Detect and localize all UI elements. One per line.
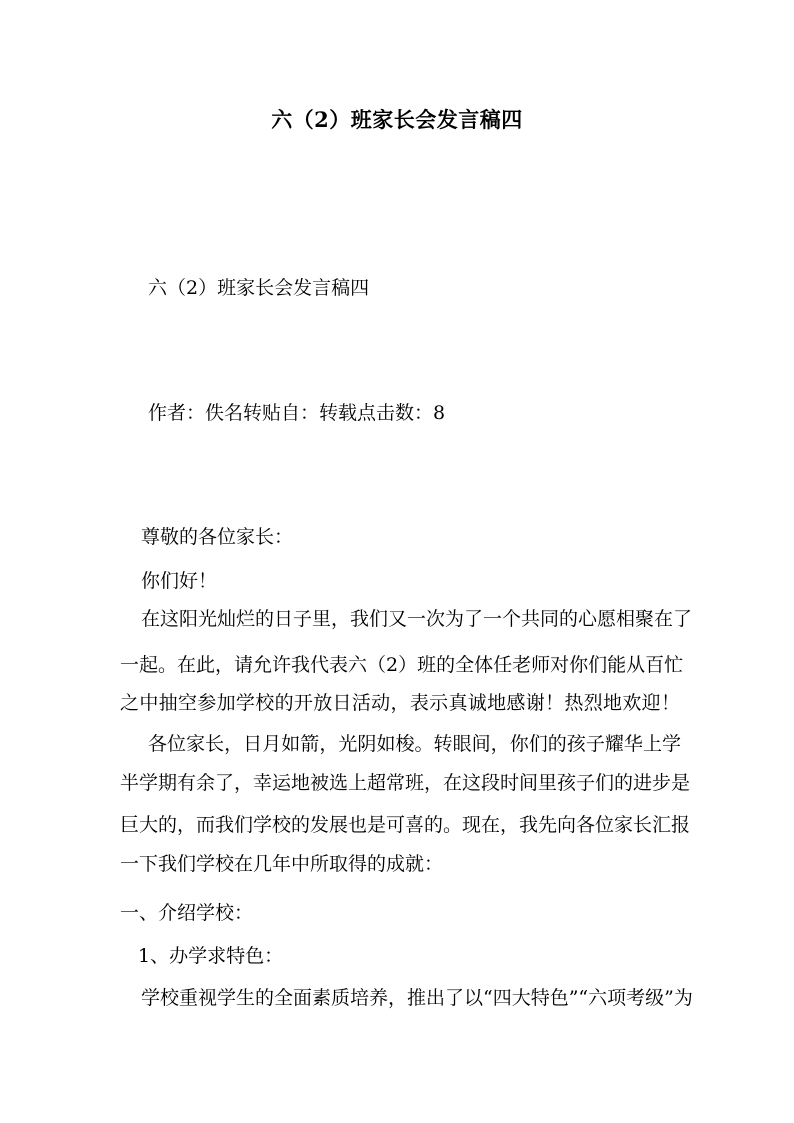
document-meta: 作者：佚名转贴自：转载点击数：8 bbox=[148, 402, 446, 424]
paragraph-2-line-4: 一下我们学校在几年中所取得的成就： bbox=[120, 853, 444, 875]
section-heading: 一、介绍学校： bbox=[120, 902, 254, 924]
document-subtitle: 六（2）班家长会发言稿四 bbox=[148, 277, 370, 299]
paragraph-1-line-2: 一起。在此，请允许我代表六（2）班的全体任老师对你们能从百忙 bbox=[120, 654, 684, 676]
paragraph-3-line-1: 学校重视学生的全面素质培养，推出了以“四大特色”“六项考级”为 bbox=[141, 987, 693, 1009]
greeting-line: 尊敬的各位家长： bbox=[141, 526, 294, 548]
subsection-heading: 1、办学求特色： bbox=[138, 945, 284, 967]
paragraph-2-line-1: 各位家长，日月如箭，光阴如梭。转眼间，你们的孩子耀华上学 bbox=[148, 733, 681, 755]
paragraph-1-line-3: 之中抽空参加学校的开放日活动，表示真诚地感谢！热烈地欢迎！ bbox=[120, 692, 680, 714]
paragraph-2-line-2: 半学期有余了，幸运地被选上超常班，在这段时间里孩子们的进步是 bbox=[120, 772, 691, 794]
hello-line: 你们好！ bbox=[141, 570, 218, 592]
document-title: 六（2）班家长会发言稿四 bbox=[271, 107, 523, 132]
paragraph-1-line-1: 在这阳光灿烂的日子里，我们又一次为了一个共同的心愿相聚在了 bbox=[141, 608, 693, 630]
paragraph-2-line-3: 巨大的，而我们学校的发展也是可喜的。现在，我先向各位家长汇报 bbox=[120, 814, 691, 836]
